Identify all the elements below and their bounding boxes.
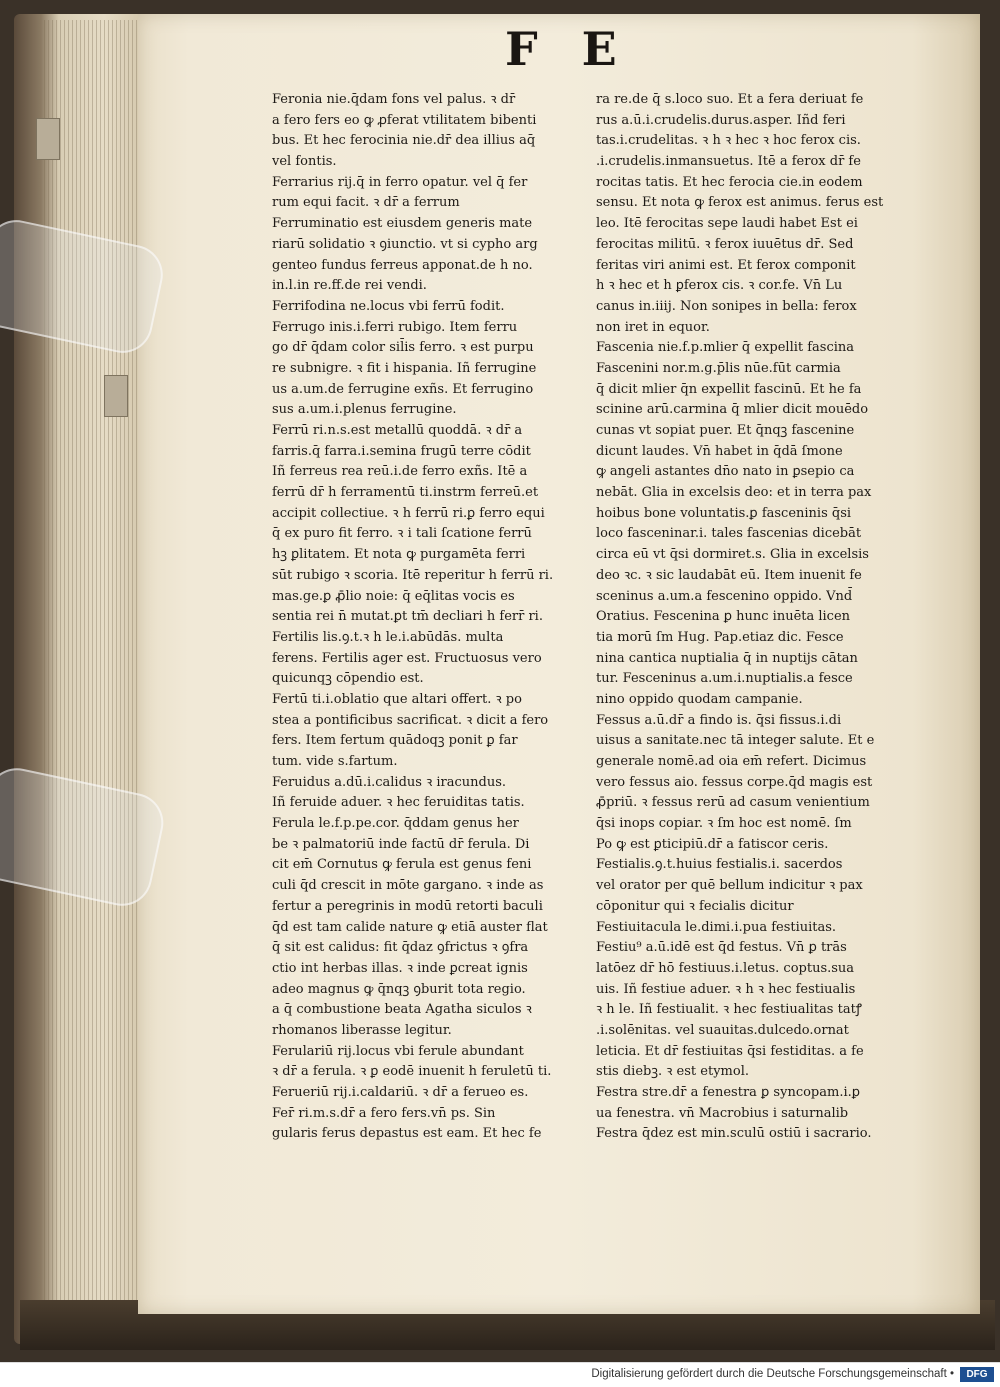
text-line: latōez dr̄ hō festiuus.i.letus. coptus.sua bbox=[596, 960, 855, 976]
text-line: bus. Et hec ferocinia nie.dr̄ dea illius aq̄ bbox=[272, 133, 536, 149]
text-line: uis. Iñ festiue aduer. ꝛ h ꝛ hec festiualis bbox=[596, 981, 856, 997]
text-line: a fero fers eo ꝙ ꝓferat vtilitatem bibenti bbox=[272, 112, 537, 128]
text-line: Ferruminatio est eiusdem generis mate bbox=[272, 216, 533, 232]
text-line: Fertilis lis.ꝯ.t.ꝛ h le.i.abūdās. multa bbox=[272, 629, 504, 645]
text-line: ctio int herbas illas. ꝛ inde ꝑcreat ignis bbox=[272, 960, 528, 976]
text-line: h ꝛ hec et h ꝑferox cis. ꝛ cor.fe. Vn̄ Lu bbox=[596, 278, 843, 294]
text-line: scinine arū.carmina q̄ mlier dicit mouēdo bbox=[596, 402, 869, 418]
text-line: Festialis.ꝯ.t.huius festialis.i. sacerdos bbox=[596, 857, 843, 873]
page-header-initials: F E bbox=[505, 22, 631, 76]
text-line: nino oppido quodam campanie. bbox=[596, 691, 803, 707]
text-line: Oratius. Fescenina ꝑ hunc inuēta licen bbox=[596, 609, 851, 625]
text-line: Ferrarius rij.q̄ in ferro opatur. vel q̄ fer bbox=[272, 174, 528, 190]
text-line: Fer̄ ri.m.s.dr̄ a fero fers.vn̄ ps. Sin bbox=[272, 1105, 496, 1121]
text-line: q̄d est tam calide nature ꝙ etiā auster flat bbox=[272, 919, 548, 935]
text-line: cunas vt sopiat puer. Et q̄nqꝫ fascenine bbox=[596, 423, 855, 438]
text-line: riarū solidatio ꝛ ꝯiunctio. vt si cypho arg bbox=[272, 236, 538, 252]
text-line: Festra q̄dez est min.sculū ostiū i sacrario. bbox=[596, 1126, 872, 1142]
text-line: quicunqꝫ cōpendio est. bbox=[272, 671, 424, 687]
text-line: ferrū dr̄ h ferramentū ti.instrm ferreū.et bbox=[272, 485, 539, 501]
page-tab-marker bbox=[36, 118, 60, 160]
text-line: cit em̄ Cornutus ꝙ ferula est genus feni bbox=[272, 857, 532, 873]
text-line: a q̄ combustione beata Agatha siculos ꝛ bbox=[272, 1002, 532, 1018]
text-line: dicunt laudes. Vn̄ habet in q̄dā ſmone bbox=[596, 443, 843, 459]
text-line: ꝓ̄priū. ꝛ fessus rerū ad casum venientium bbox=[596, 795, 870, 811]
text-line: rum equi facit. ꝛ dr̄ a ferrum bbox=[272, 195, 460, 211]
text-line: ua fenestra. vn̄ Macrobius i saturnalib bbox=[596, 1105, 849, 1121]
text-line: feritas viri animi est. Et ferox componit bbox=[596, 257, 856, 273]
text-line: q̄ sit est calidus: fit q̄daz ꝯfrictus ꝛ ꝯfra bbox=[272, 940, 529, 956]
text-line: leo. Itē ferocitas sepe laudi habet Est ei bbox=[596, 216, 858, 232]
text-line: ferocitas militū. ꝛ ferox iuuētus dr̄. Sed bbox=[596, 236, 854, 252]
dfg-logo: DFG bbox=[960, 1367, 994, 1382]
text-line: tia morū ſm Hug. Pap.etiaz dic. Fesce bbox=[596, 629, 844, 645]
text-line: sentia rei n̄ mutat.ꝑt tm̄ decliari h ferr̄ ri. bbox=[272, 609, 543, 625]
text-line: fers. Item fertum quādoqꝫ ponit ꝑ far bbox=[272, 733, 518, 749]
text-line: sus a.um.i.plenus ferrugine. bbox=[272, 402, 457, 418]
text-line: tur. Fesceninus a.um.i.nuptialis.a fesce bbox=[596, 671, 853, 687]
text-line: Fascenia nie.f.p.mlier q̄ expellit fascina bbox=[596, 340, 855, 356]
text-line: accipit collectiue. ꝛ h ferrū ri.ꝑ ferro equi bbox=[272, 505, 545, 521]
text-line: uisus a sanitate.nec tā integer salute. Et e bbox=[596, 733, 875, 749]
text-line: vero fessus aio. fessus corpe.q̄d magis est bbox=[596, 774, 873, 790]
text-line: adeo magnus ꝙ q̄nqꝫ ꝯburit tota regio. bbox=[272, 981, 526, 997]
text-line: mas.ge.ꝑ ꝓ̄lio noie: q̄ eq̄litas vocis es bbox=[272, 588, 515, 604]
text-line: .i.solēnitas. vel suauitas.dulcedo.ornat bbox=[596, 1022, 849, 1038]
text-line: Festiu⁹ a.ū.idē est q̄d festus. Vn̄ ꝑ trās bbox=[596, 940, 847, 956]
text-line: tas.i.crudelitas. ꝛ h ꝛ hec ꝛ hoc ferox cis. bbox=[596, 133, 861, 149]
text-line: hꝫ ꝑlitatem. Et nota ꝙ purgamēta ferri bbox=[272, 547, 526, 563]
text-line: Festra stre.dr̄ a fenestra ꝑ syncopam.i.ꝑ bbox=[596, 1085, 860, 1100]
text-line: vel fontis. bbox=[272, 154, 337, 170]
text-line: Fessus a.ū.dr̄ a findo is. q̄si fissus.i.di bbox=[596, 712, 842, 728]
text-line: Ferrugo inis.i.ferri rubigo. Item ferru bbox=[272, 319, 518, 335]
text-line: stea a pontificibus sacrificat. ꝛ dicit a fero bbox=[272, 712, 549, 728]
text-line: Iñ ferreus rea reū.i.de ferro exñs. Itē a bbox=[272, 464, 528, 480]
text-line: Ferueriū rij.i.caldariū. ꝛ dr̄ a ferueo es. bbox=[272, 1085, 529, 1100]
text-line: fertur a peregrinis in modū retorti baculi bbox=[272, 898, 543, 914]
text-line: .i.crudelis.inmansuetus. Itē a ferox dr̄ fe bbox=[596, 154, 861, 170]
text-line: gularis ferus depastus est eam. Et hec fe bbox=[272, 1126, 542, 1142]
text-line: ra re.de q̄ s.loco suo. Et a fera deriuat fe bbox=[596, 92, 864, 107]
text-line: sceninus a.um.a fescenino oppido. Vnd̄ bbox=[596, 588, 853, 604]
text-line: go dr̄ q̄dam color sil̄is ferro. ꝛ est purpu bbox=[272, 340, 534, 356]
text-line: ꝛ h le. Iñ festiualit. ꝛ hec festiualitas tatꝭ bbox=[596, 1002, 862, 1018]
page-edge-texture bbox=[44, 20, 144, 1330]
footer-credit: Digitalisierung gefördert durch die Deutsche Forschungsgemeinschaft • bbox=[591, 1368, 954, 1380]
text-line: rocitas tatis. Et hec ferocia cie.in eodem bbox=[596, 174, 863, 190]
text-line: Ferrū ri.n.s.est metallū quoddā. ꝛ dr̄ a bbox=[272, 423, 523, 438]
text-line: genteo fundus ferreus apponat.de h no. bbox=[272, 257, 533, 273]
text-line: vel orator per quē bellum indicitur ꝛ pax bbox=[596, 878, 863, 894]
text-line: tum. vide s.fartum. bbox=[272, 754, 398, 769]
text-line: hoibus bone voluntatis.ꝑ fasceninis q̄si bbox=[596, 505, 852, 521]
text-line: Fertū ti.i.oblatio que altari offert. ꝛ po bbox=[272, 691, 522, 707]
text-line: cōponitur qui ꝛ fecialis dicitur bbox=[596, 898, 794, 914]
text-line: ꝙ angeli astantes dn̄o nato in ꝑsepio ca bbox=[596, 464, 855, 480]
text-line: Festiuitacula le.dimi.i.pua festiuitas. bbox=[596, 919, 837, 935]
text-line: re subnigre. ꝛ fit i hispania. Iñ ferrugine bbox=[272, 360, 537, 376]
text-line: q̄ dicit mlier q̄n expellit fascinū. Et he fa bbox=[596, 381, 862, 397]
text-line: Ferula le.f.p.pe.cor. q̄ddam genus her bbox=[272, 816, 519, 832]
text-line: Po ꝙ est ꝑticipiū.dr̄ a fatiscor ceris. bbox=[596, 836, 829, 852]
text-line: canus in.iiij. Non sonipes in bella: ferox bbox=[596, 298, 857, 314]
text-line: Ferulariū rij.locus vbi ferule abundant bbox=[272, 1043, 524, 1059]
text-line: Iñ feruide aduer. ꝛ hec feruiditas tatis. bbox=[272, 795, 525, 811]
right-text-column bbox=[596, 90, 896, 1145]
page-tab-marker bbox=[104, 375, 128, 417]
text-line: Ferrifodina ne.locus vbi ferrū fodit. bbox=[272, 298, 505, 314]
text-line: us a.um.de ferrugine exñs. Et ferrugino bbox=[272, 381, 534, 397]
text-line: generale nomē.ad oia em̄ refert. Dicimus bbox=[596, 754, 867, 769]
footer-bar bbox=[0, 1362, 1000, 1387]
text-line: q̄si inops copiar. ꝛ ſm hoc est nomē. ſm bbox=[596, 816, 852, 832]
left-text-column bbox=[272, 90, 572, 1145]
text-line: leticia. Et dr̄ festiuitas q̄si festiditas. a fe bbox=[596, 1043, 864, 1059]
text-line: in.l.in re.ff.de rei vendi. bbox=[272, 278, 427, 294]
text-line: sensu. Et nota ꝙ ferox est animus. ferus est bbox=[596, 195, 884, 211]
text-line: Feruidus a.dū.i.calidus ꝛ iracundus. bbox=[272, 774, 507, 790]
text-line: sūt rubigo ꝛ scoria. Itē reperitur h ferrū ri. bbox=[272, 567, 554, 583]
text-line: rhomanos liberasse legitur. bbox=[272, 1022, 452, 1038]
text-line: loco fasceninar.i. tales fascenias dicebāt bbox=[596, 526, 862, 542]
text-line: Fascenini nor.m.g.p̄lis nūe.fūt carmia bbox=[596, 360, 841, 376]
text-line: ferens. Fertilis ager est. Fructuosus vero bbox=[272, 650, 542, 666]
text-line: nina cantica nuptialia q̄ in nuptijs cātan bbox=[596, 650, 858, 666]
text-line: q̄ ex puro fit ferro. ꝛ i tali ſcatione ferrū bbox=[272, 526, 532, 542]
text-line: deo ꝛc. ꝛ sic laudabāt eū. Item inuenit fe bbox=[596, 567, 862, 583]
text-line: stis diebꝫ. ꝛ est etymol. bbox=[596, 1064, 749, 1080]
text-line: be ꝛ palmatoriū inde factū dr̄ ferula. Di bbox=[272, 836, 530, 852]
text-line: circa eū vt q̄si dormiret.s. Glia in excelsis bbox=[596, 547, 869, 563]
text-line: Feronia nie.q̄dam fons vel palus. ꝛ dr̄ bbox=[272, 92, 516, 107]
text-line: culi q̄d crescit in mōte gargano. ꝛ inde as bbox=[272, 878, 544, 894]
text-line: nebāt. Glia in excelsis deo: et in terra pax bbox=[596, 485, 872, 501]
text-line: farris.q̄ farra.i.semina frugū terre cōdit bbox=[272, 443, 531, 459]
text-line: ꝛ dr̄ a ferula. ꝛ ꝑ eodē inuenit h feruletū ti. bbox=[272, 1064, 552, 1080]
text-line: rus a.ū.i.crudelis.durus.asper. Iñd feri bbox=[596, 112, 846, 128]
text-line: non iret in equor. bbox=[596, 319, 710, 335]
